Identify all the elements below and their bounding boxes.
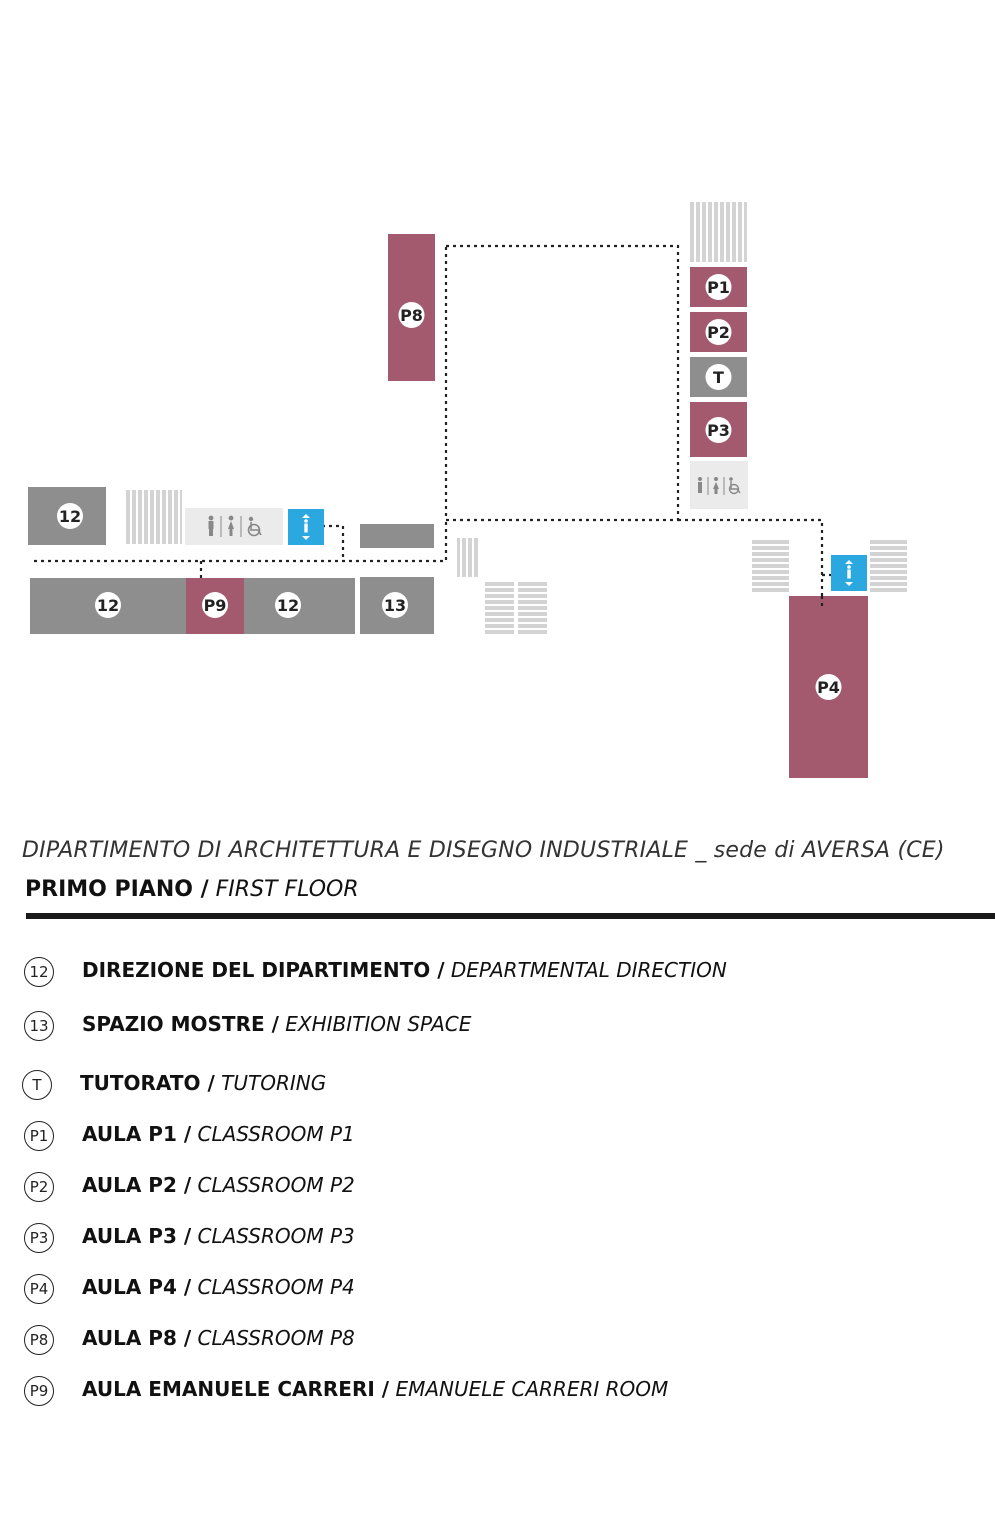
room-label: T	[713, 368, 724, 387]
corridor-block	[360, 524, 434, 548]
room-label: P1	[707, 278, 730, 297]
legend-label-en: EXHIBITION SPACE	[285, 1012, 472, 1036]
floor-title	[25, 877, 359, 902]
legend-text	[82, 1377, 668, 1401]
floor-title-italian: PRIMO PIANO /	[25, 877, 209, 902]
department-subtitle: DIPARTIMENTO DI ARCHITETTURA E DISEGNO INDUSTRIALE _ sede di AVERSA (CE)	[22, 838, 945, 863]
legend-label-it: AULA P4 /	[82, 1275, 192, 1299]
legend-text	[82, 1275, 355, 1299]
legend-label-en: CLASSROOM P8	[197, 1326, 355, 1350]
legend-item-t	[22, 1070, 327, 1100]
legend-item-p8	[24, 1325, 355, 1355]
legend-label-en: CLASSROOM P3	[197, 1224, 355, 1248]
legend-item-p1	[24, 1121, 355, 1151]
room-p8[interactable]	[388, 234, 435, 381]
elevator-right	[831, 555, 867, 591]
room-13[interactable]	[360, 577, 434, 634]
room-12-bottom-left[interactable]	[30, 578, 186, 634]
legend-item-p4	[24, 1274, 355, 1304]
legend-label-it: AULA P2 /	[82, 1173, 192, 1197]
room-12-top[interactable]	[28, 487, 106, 545]
legend-text	[82, 1173, 355, 1197]
legend-label-en: DEPARTMENTAL DIRECTION	[450, 958, 727, 982]
header-divider	[26, 913, 995, 919]
room-p1[interactable]	[690, 267, 747, 307]
stairs-right-a	[752, 539, 789, 593]
legend-label-it: AULA P3 /	[82, 1224, 192, 1248]
legend-badge: 13	[24, 1011, 54, 1041]
room-label: P9	[203, 596, 227, 615]
legend-label-it: TUTORATO /	[80, 1071, 215, 1095]
legend-badge: P4	[24, 1274, 54, 1304]
legend-label-en: CLASSROOM P2	[197, 1173, 355, 1197]
legend-badge: 12	[24, 957, 54, 987]
room-label: P8	[400, 306, 423, 325]
legend-text	[82, 958, 727, 982]
room-p9[interactable]	[186, 578, 244, 634]
room-label: 12	[58, 507, 82, 526]
legend-label-it: AULA EMANUELE CARRERI /	[82, 1377, 390, 1401]
legend-label-en: CLASSROOM P4	[197, 1275, 355, 1299]
legend-text	[82, 1224, 355, 1248]
legend-label-it: SPAZIO MOSTRE /	[82, 1012, 279, 1036]
legend-text	[82, 1326, 355, 1350]
room-p3[interactable]	[690, 402, 747, 457]
legend-label-it: DIREZIONE DEL DIPARTIMENTO /	[82, 958, 445, 982]
room-label: P3	[707, 421, 730, 440]
legend-item-12	[24, 957, 727, 987]
stairs-right-b	[870, 538, 907, 592]
legend-badge: P1	[24, 1121, 54, 1151]
legend-badge: P2	[24, 1172, 54, 1202]
legend-item-p9	[24, 1376, 669, 1406]
legend-label-en: CLASSROOM P1	[197, 1122, 355, 1146]
legend-badge: P8	[24, 1325, 54, 1355]
room-label: P2	[707, 323, 730, 342]
legend-label-it: AULA P8 /	[82, 1326, 192, 1350]
room-t[interactable]	[690, 357, 747, 397]
elevator-left	[288, 509, 324, 545]
room-12-bottom-right[interactable]	[244, 578, 355, 634]
room-p2[interactable]	[690, 312, 747, 352]
legend-label-en: EMANUELE CARRERI ROOM	[395, 1377, 669, 1401]
path-upper-square	[446, 246, 678, 520]
room-label: P4	[817, 678, 840, 697]
restroom-right	[690, 461, 748, 509]
room-label: 13	[383, 596, 407, 615]
stairs-left	[125, 490, 182, 544]
restroom-left	[185, 508, 283, 545]
path-to-elevator-left	[322, 526, 343, 561]
legend-item-13	[24, 1011, 472, 1041]
floor-title-english: FIRST FLOOR	[215, 877, 359, 902]
stairs-center-a	[485, 581, 514, 635]
legend-label-it: AULA P1 /	[82, 1122, 192, 1146]
legend-item-p3	[24, 1223, 355, 1253]
stairs-center-b	[518, 581, 547, 635]
room-p4[interactable]	[789, 596, 868, 778]
stairs-center-small	[457, 538, 478, 577]
legend-text	[80, 1071, 326, 1095]
legend-badge: P9	[24, 1376, 54, 1406]
room-label: 12	[96, 596, 120, 615]
legend-badge: T	[22, 1070, 52, 1100]
stairs-top-right	[690, 202, 747, 262]
legend-item-p2	[24, 1172, 355, 1202]
legend-label-en: TUTORING	[221, 1071, 327, 1095]
legend-text	[82, 1122, 355, 1146]
legend-badge: P3	[24, 1223, 54, 1253]
legend-text	[82, 1012, 471, 1036]
path-to-p4	[678, 520, 822, 606]
room-label: 12	[276, 596, 300, 615]
